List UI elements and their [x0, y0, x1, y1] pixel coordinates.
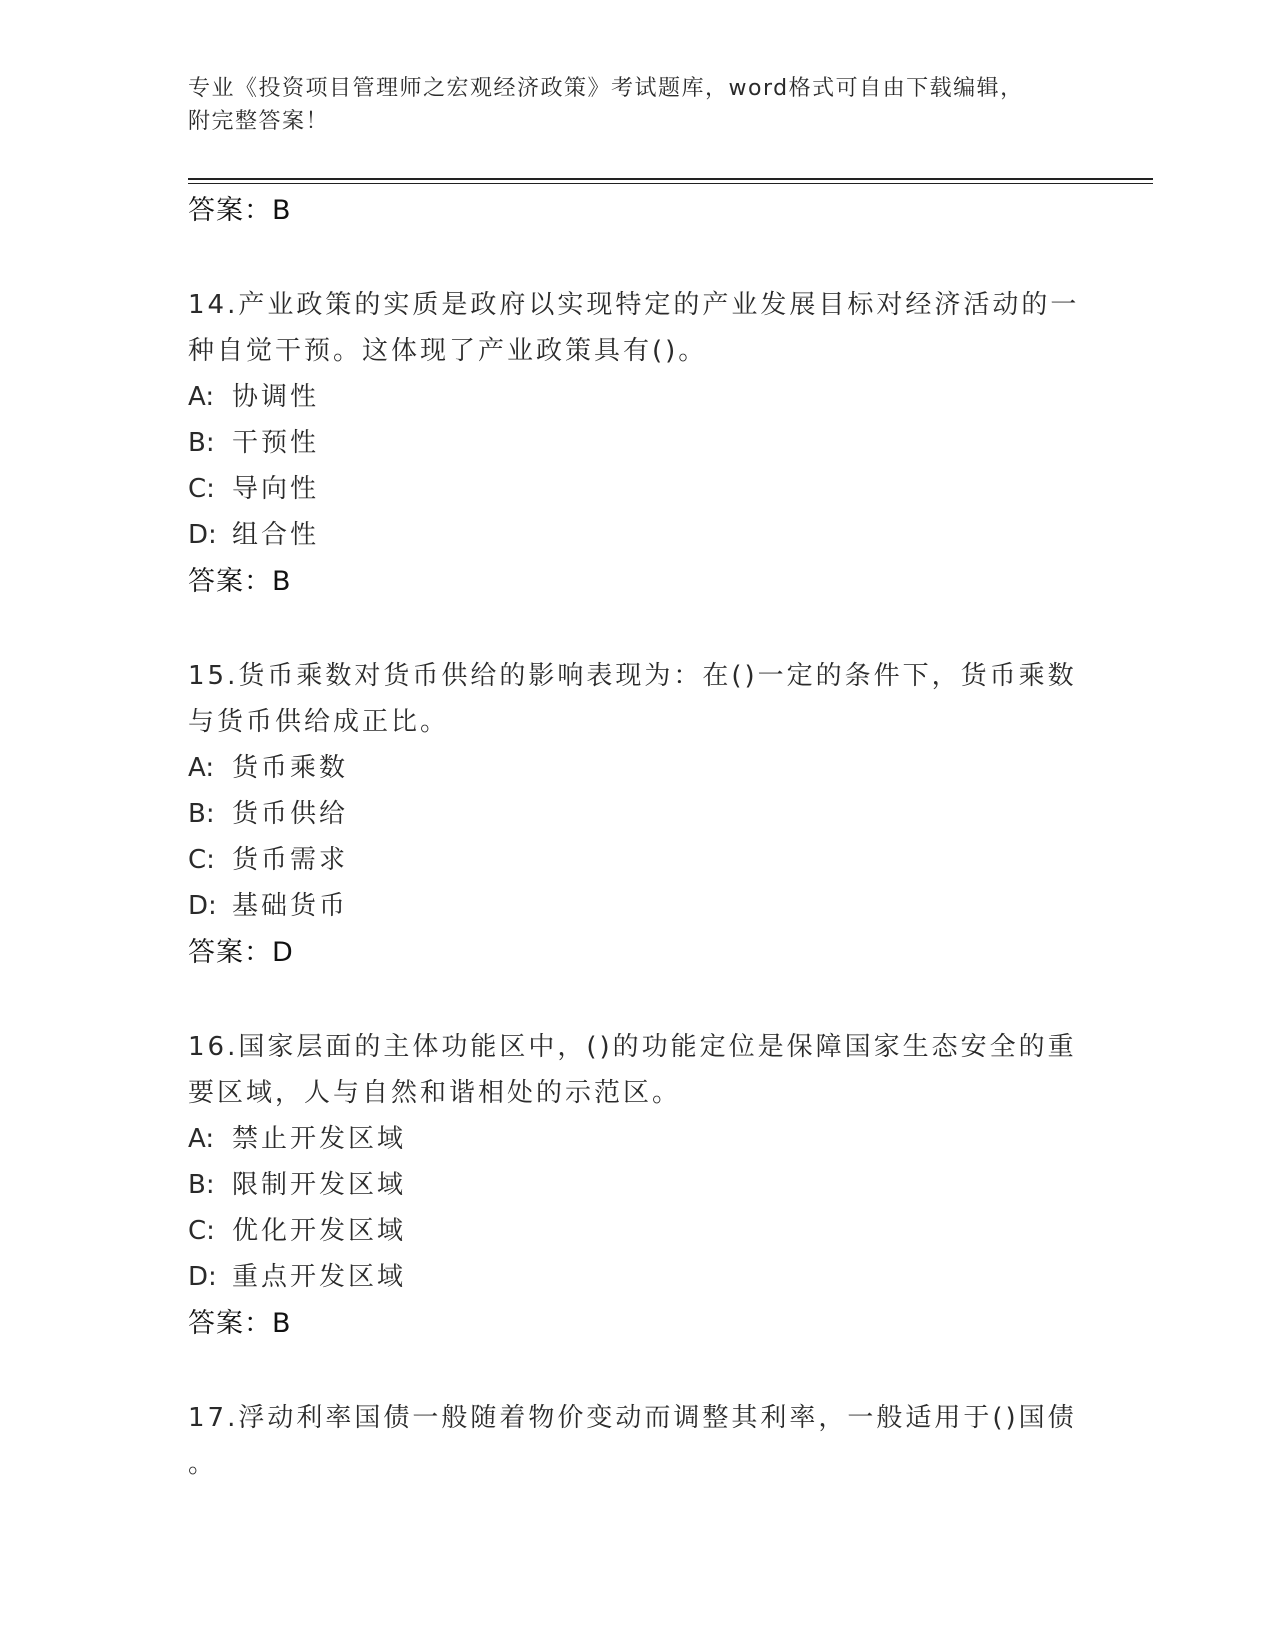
option-letter: A: [188, 753, 215, 783]
option-text: 导向性 [232, 474, 320, 504]
question-text-line: 要区域，人与自然和谐相处的示范区。 [188, 1078, 682, 1108]
header-divider-thin [188, 183, 1153, 184]
option-letter: D: [188, 891, 217, 921]
option-letter: A: [188, 1124, 215, 1154]
option-letter: A: [188, 382, 215, 412]
option-text: 干预性 [232, 428, 320, 458]
question-text-line: 。 [188, 1449, 218, 1479]
option-text: 禁止开发区域 [232, 1124, 407, 1154]
question-text-line: 14.产业政策的实质是政府以实现特定的产业发展目标对经济活动的一 [188, 290, 1080, 320]
option-letter: C: [188, 474, 215, 504]
option-text: 限制开发区域 [232, 1170, 407, 1200]
option-a [188, 374, 1088, 420]
option-d [188, 512, 1088, 558]
question-block [188, 1395, 1088, 1487]
option-text: 货币乘数 [232, 753, 349, 783]
question-list [188, 187, 1088, 1487]
question-text-line: 17.浮动利率国债一般随着物价变动而调整其利率，一般适用于()国债 [188, 1403, 1077, 1433]
option-letter: B: [188, 428, 215, 458]
question-text-line: 种自觉干预。这体现了产业政策具有()。 [188, 336, 708, 366]
option-letter: B: [188, 799, 215, 829]
option-b [188, 1162, 1088, 1208]
answer-line: 答案：B [188, 566, 292, 597]
option-letter: C: [188, 845, 215, 875]
answer-line: 答案：D [188, 937, 294, 968]
question-block [188, 1024, 1088, 1348]
option-text: 重点开发区域 [232, 1262, 407, 1292]
answer-line: 答案：B [188, 1308, 292, 1339]
question-text [188, 1395, 1088, 1487]
header-line-2: 附完整答案！ [188, 109, 330, 134]
header-line-1: 专业《投资项目管理师之宏观经济政策》考试题库，word格式可自由下载编辑， [188, 76, 1024, 101]
option-c [188, 1208, 1088, 1254]
question-block [188, 653, 1088, 977]
question-text-line: 16.国家层面的主体功能区中，()的功能定位是保障国家生态安全的重 [188, 1032, 1077, 1062]
option-text: 基础货币 [232, 891, 349, 921]
option-d [188, 1254, 1088, 1300]
question-text-line: 与货币供给成正比。 [188, 707, 450, 737]
question-text [188, 653, 1088, 745]
option-text: 协调性 [232, 382, 320, 412]
question-text [188, 1024, 1088, 1116]
document-header [188, 72, 1068, 138]
option-text: 货币需求 [232, 845, 349, 875]
header-divider-thick [188, 178, 1153, 180]
option-b [188, 420, 1088, 466]
option-b [188, 791, 1088, 837]
option-text: 货币供给 [232, 799, 349, 829]
option-a [188, 1116, 1088, 1162]
question-text-line: 15.货币乘数对货币供给的影响表现为：在()一定的条件下，货币乘数 [188, 661, 1077, 691]
answer-line: 答案：B [188, 195, 292, 226]
option-d [188, 883, 1088, 929]
option-letter: D: [188, 520, 217, 550]
option-text: 组合性 [232, 520, 320, 550]
option-c [188, 837, 1088, 883]
option-c [188, 466, 1088, 512]
option-letter: B: [188, 1170, 215, 1200]
question-text [188, 282, 1088, 374]
option-letter: C: [188, 1216, 215, 1246]
question-block [188, 282, 1088, 606]
option-text: 优化开发区域 [232, 1216, 407, 1246]
option-a [188, 745, 1088, 791]
option-letter: D: [188, 1262, 217, 1292]
